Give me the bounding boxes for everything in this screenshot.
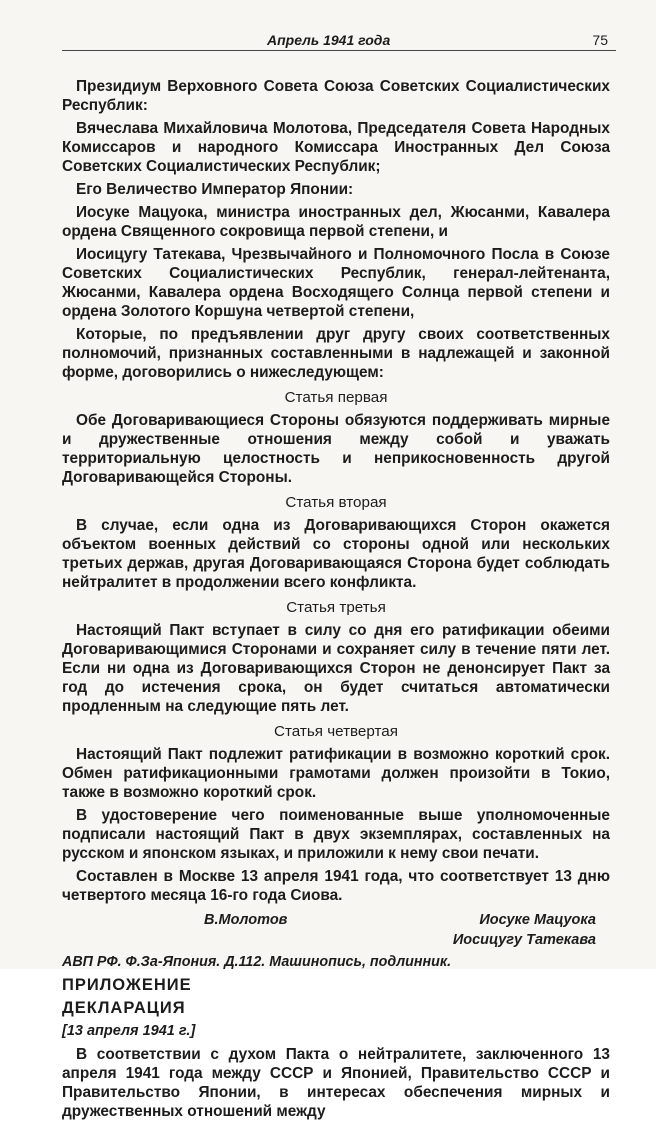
header-title: Апрель 1941 года (267, 32, 391, 48)
declaration-text: В соответствии с духом Пакта о нейтралитете, заключенного 13 апреля 1941 года между СССР и Японией, Правительство СССР и Правительство Японии, в интересах обеспечения мирных и дружественных отношений между (62, 1046, 610, 1120)
article-heading: Статья четвертая (274, 723, 398, 740)
paragraph: Вячеслава Михайловича Молотова, Председателя Совета Народных Комиссаров и народного Комиссара Иностранных Дел Союза Советских Социалистических Республик; (62, 120, 610, 175)
article-text: Настоящий Пакт вступает в силу со дня его ратификации обеими Договаривающимися Сторонами и сохраняет силу в течение пяти лет. Если ни одна из Договаривающихся Сторон не денонсирует Пакт за год до истечения срока, он будет считаться автоматически продленным на следующие пять лет. (62, 622, 610, 715)
signature-tatekawa: Иосицугу Татекава (452, 932, 596, 948)
article-heading: Статья третья (286, 599, 386, 616)
running-header (62, 26, 616, 51)
paragraph: Президиум Верховного Совета Союза Советских Социалистических Республик: (62, 78, 610, 114)
article-heading: Статья вторая (285, 494, 387, 511)
signature-molotov: В.Молотов (204, 912, 288, 928)
archive-note: АВП РФ. Ф.За-Япония. Д.112. Машинопись, подлинник. (62, 954, 452, 970)
paragraph: Его Величество Император Японии: (76, 181, 354, 198)
signature-matsuoka: Иосуке Мацуока (479, 912, 596, 928)
article-text: Настоящий Пакт подлежит ратификации в возможно короткий срок. Обмен ратификационными грамотами должен произойти в Токио, также в возможно короткий срок. (62, 746, 610, 801)
article-heading: Статья первая (284, 389, 388, 406)
declaration-title: ДЕКЛАРАЦИЯ (62, 999, 186, 1017)
closing-paragraph: В удостоверение чего поименованные выше уполномоченные подписали настоящий Пакт в двух экземплярах, составленных на русском и японском языках, и приложили к нему свои печати. (62, 807, 610, 862)
article-text: В случае, если одна из Договаривающихся Сторон окажется объектом военных действий со стороны одной или нескольких третьих держав, другая Договаривающаяся Сторона будет соблюдать нейтралитет в продолжении всего конфликта. (62, 517, 610, 591)
declaration-date: [13 апреля 1941 г.] (62, 1023, 196, 1039)
closing-paragraph: Составлен в Москве 13 апреля 1941 года, что соответствует 13 дню четвертого месяца 16-го года Сиова. (62, 868, 610, 904)
signature-block (62, 911, 610, 953)
document-body (62, 77, 610, 1125)
paragraph: Которые, по предъявлении друг другу своих соответственных полномочий, признанных составленными в надлежащей и законной форме, договорились о нижеследующем: (62, 326, 610, 381)
paragraph: Иосуке Мацуока, министра иностранных дел, Жюсанми, Кавалера ордена Священного сокровища первой степени, и (62, 204, 610, 240)
article-text: Обе Договаривающиеся Стороны обязуются поддерживать мирные и дружественные отношения между собой и уважать территориальную целостность и неприкосновенность другой Договаривающейся Стороны. (62, 412, 610, 486)
appendix-label: ПРИЛОЖЕНИЕ (62, 976, 192, 994)
page-number: 75 (592, 32, 608, 48)
paragraph: Иосицугу Татекава, Чрезвычайного и Полномочного Посла в Союзе Советских Социалистических Республик, генерал-лейтенанта, Жюсанми, Кавалера ордена Восходящего Солнца первой степени и ордена Золотого Коршуна четвертой степени, (62, 246, 610, 320)
